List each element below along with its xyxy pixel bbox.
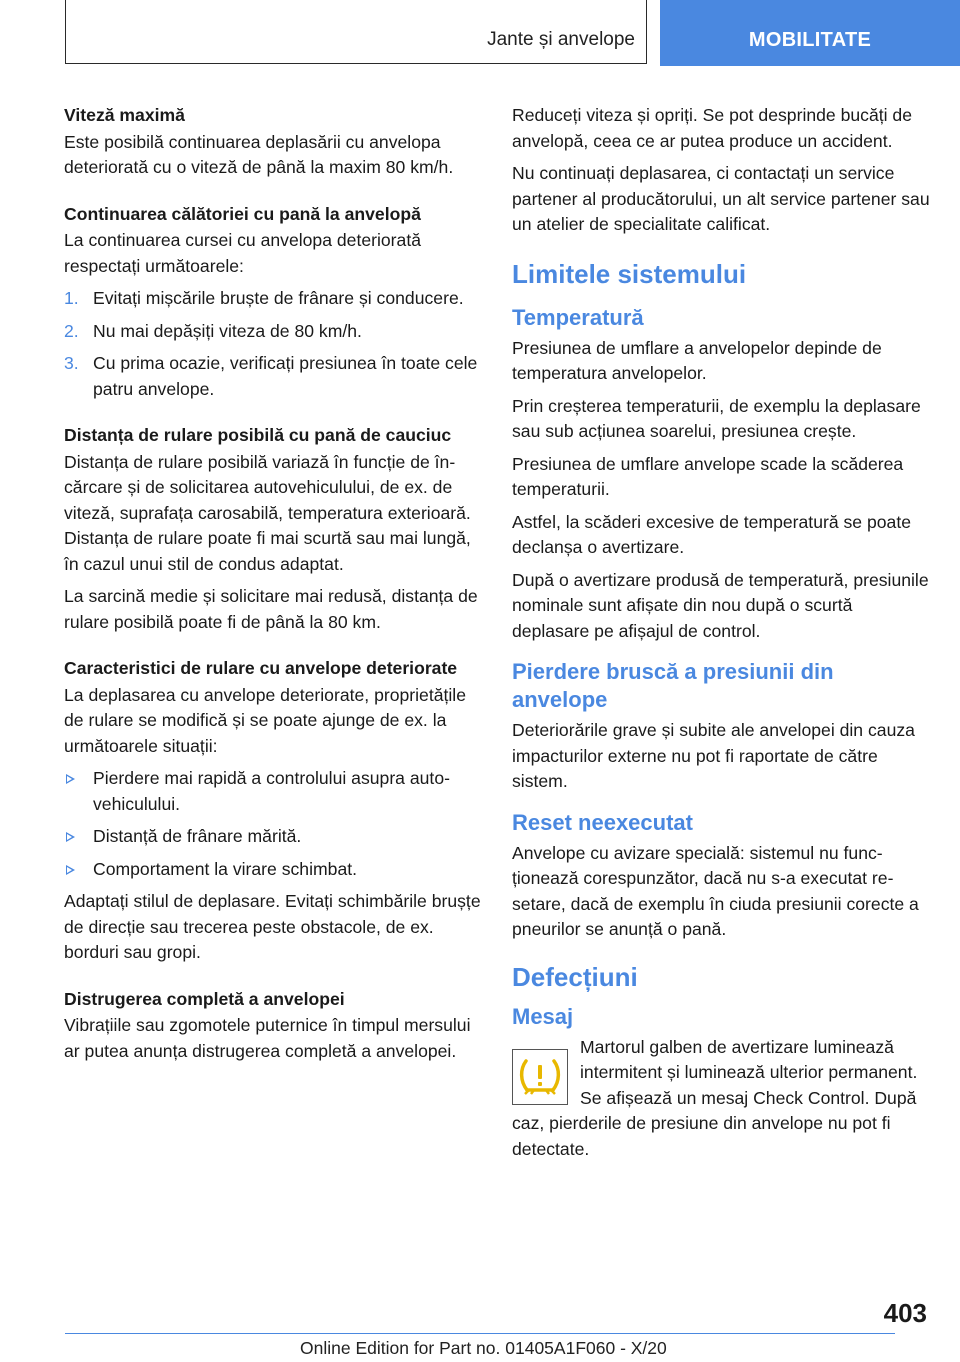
paragraph: La sarcină medie și solicitare mai redusă, distanța de rulare posibilă poate fi de până la 80 km. — [64, 586, 478, 632]
heading-message: Mesaj — [512, 1003, 574, 1029]
list-item-text: Pierdere mai rapidă a controlului asupra autovehiculului. — [93, 768, 450, 814]
paragraph: Presiunea de umflare anvelope scade la scăderea temperaturii. — [512, 453, 904, 499]
paragraph: Presiunea de umflare a anvelopelor depinde de temperatura anvelopelor. — [512, 337, 882, 383]
heading-system-limits: Limitele sistemului — [512, 258, 747, 289]
heading-driving-characteristics: Caracteristici de rulare cu anvelope deteriorate — [64, 658, 458, 678]
paragraph: Anvelope cu avizare specială: sistemul nu funcționează corespunzător, dacă nu s-a executat resetare, dacă de exemplu în ciuda presiunii corecte a pneurilor se anunță o pană. — [512, 842, 919, 939]
left-column — [64, 103, 486, 1071]
list-item — [64, 351, 486, 402]
bullet-list — [64, 766, 486, 882]
heading-tire-destruction: Distrugerea completă a anvelopei — [64, 988, 345, 1009]
paragraph: Martorul galben de avertizare luminează intermitent și luminează ulterior permanent. Se afișează un mesaj Check Control. După caz, pierderile de presiune din anvelope nu pot fi detectate. — [512, 1036, 918, 1159]
bullet-triangle-icon — [66, 865, 75, 875]
page-number: 403 — [883, 1298, 927, 1328]
bullet-triangle-icon — [66, 832, 75, 842]
list-item-text: Evitați mișcările bruște de frânare și conducere. — [93, 288, 464, 308]
list-number: 1. — [64, 288, 79, 308]
list-item — [64, 857, 486, 883]
heading-range: Distanța de rulare posibilă cu pană de cauciuc — [64, 425, 452, 445]
paragraph: La deplasarea cu anvelope deteriorate, proprietățile de rulare se modifică și se poate ajunge de ex. la următoarele situații: — [64, 684, 466, 756]
list-item-text: Nu mai depășiți viteza de 80 km/h. — [93, 320, 362, 341]
paragraph: Este posibilă continuarea deplasării cu anvelopa deteriorată cu o viteză de până la maxim 80 km/h. — [64, 131, 454, 177]
tire-pressure-warning-icon-svg — [518, 1057, 562, 1097]
paragraph: La continuarea cursei cu anvelopa deteriorată respectați următoarele: — [64, 230, 421, 276]
heading-faults: Defecțiuni — [512, 961, 638, 992]
heading-max-speed: Viteză maximă — [64, 105, 185, 125]
heading-reset-not-done: Reset neexecutat — [512, 809, 693, 835]
heading-continue-travel: Continuarea călătoriei cu pană la anvelopă — [64, 203, 421, 224]
paragraph: Prin creșterea temperaturii, de exemplu la deplasare sau sub acțiunea soarelui, presiunea crește. — [512, 395, 921, 441]
list-item-text: Distanță de frânare mărită. — [93, 826, 302, 846]
heading-temperature: Temperatură — [512, 304, 644, 330]
list-item — [64, 319, 486, 345]
list-item-text: Cu prima ocazie, verificați presiunea în toate cele patru anvelope. — [93, 353, 478, 399]
list-item — [64, 286, 486, 312]
paragraph: Vibrațiile sau zgomotele puternice în timpul mersului ar putea anunța distrugerea completă a anvelopei. — [64, 1015, 471, 1061]
paragraph: Deteriorările grave și subite ale anvelopei din cauza impacturilor externe nu pot fi raportate de către sistem. — [512, 720, 915, 791]
right-column — [512, 103, 932, 1169]
paragraph: Nu continuați deplasarea, ci contactați un service partener al producătorului, un alt service partener sau un atelier de specialitate calificat. — [512, 163, 930, 234]
tire-pressure-warning-icon — [512, 1049, 568, 1105]
paragraph: Astfel, la scăderi excesive de temperatură se poate declanșa o avertizare. — [512, 511, 912, 557]
paragraph: După o avertizare produsă de temperatură, presiunile nominale sunt afișate din nou după o scurtă deplasare pe afișajul de control. — [512, 569, 929, 641]
bullet-triangle-icon — [66, 774, 75, 784]
footer-edition: Online Edition for Part no. 01405A1F060 - X/20 — [300, 1338, 667, 1358]
chapter-title: Jante și anvelope — [487, 29, 635, 50]
list-item-text: Comportament la virare schimbat. — [93, 858, 358, 879]
paragraph: Reduceți viteza și opriți. Se pot desprinde bucăți de anvelopă, ceea ce ar putea produce un accident. — [512, 105, 913, 151]
list-item — [64, 766, 486, 817]
footer-divider — [65, 1333, 895, 1334]
section-tab[interactable]: MOBILITATE — [660, 0, 960, 66]
list-item — [64, 824, 486, 850]
list-number: 3. — [64, 353, 79, 373]
message-block — [512, 1035, 932, 1163]
paragraph: Distanța de rulare posibilă variază în funcție de încărcare și de solicitarea autovehiculului, de ex. de viteză, suprafața carosabilă, temperatura exterioară. Distanța de rulare poate fi mai scurtă sau mai lungă, în cazul unui stil de condus adaptat. — [64, 451, 471, 574]
paragraph: Adaptați stilul de deplasare. Evitați schimbările brușțe de direcție sau trecerea peste obstacole, de ex. borduri sau gropi. — [64, 891, 481, 962]
heading-sudden-pressure-loss: Pierdere bruscă a presiunii din anvelope — [512, 659, 834, 712]
list-number: 2. — [64, 320, 79, 341]
numbered-list — [64, 286, 486, 402]
